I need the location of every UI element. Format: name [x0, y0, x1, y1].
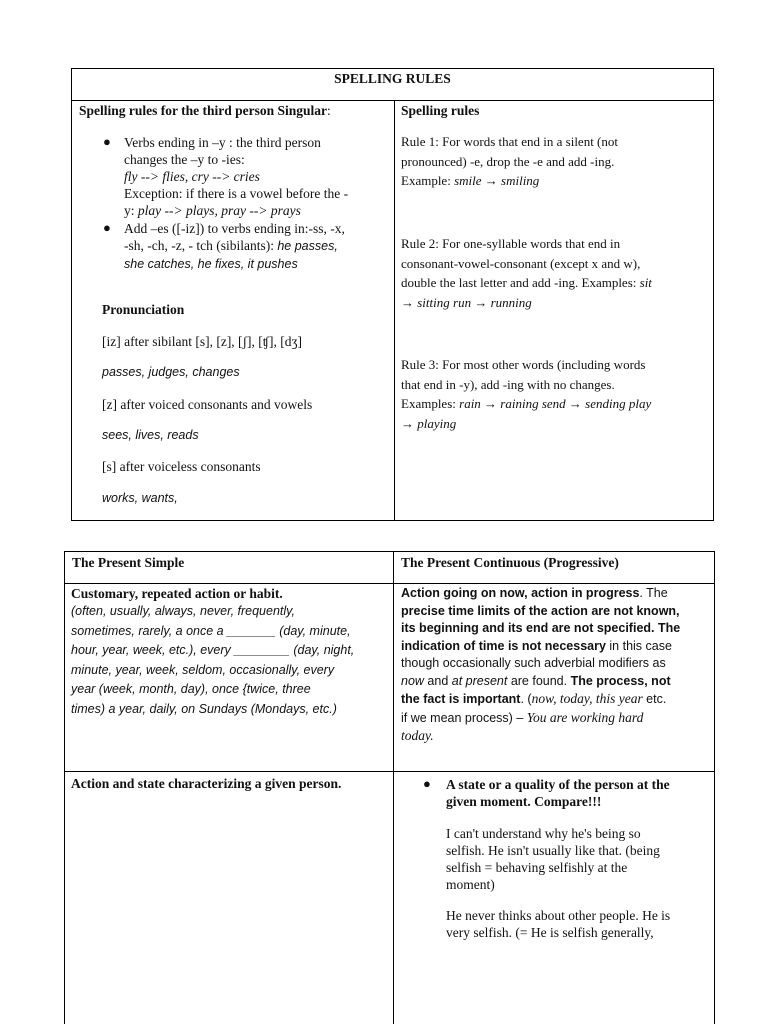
bullet-icon: ● — [103, 134, 111, 149]
state-line1-text: A state or a quality of the person at the — [446, 777, 670, 792]
bullet2-line2-text: -sh, -ch, -z, - tch (sibilants): — [124, 238, 278, 253]
bullet1-exception-example — [124, 202, 386, 219]
adverbs-line: hour, year, week, etc.), every ________ (day, night, — [71, 643, 355, 658]
pc-line3-bold: its beginning and its end are not specified. The — [401, 621, 681, 635]
rule2-line3 — [401, 273, 709, 293]
table2-row-divider — [64, 771, 715, 772]
bullet-add-es — [124, 220, 386, 273]
rule3-line2: that end in -y), add -ing with no changes. — [401, 376, 615, 392]
pronunciation-iz: [iz] after sibilant [s], [z], [ʃ], [ʧ], [dʒ] — [102, 334, 302, 349]
pc-and: and — [423, 673, 452, 688]
present-continuous-header-text: The Present Continuous (Progressive) — [401, 555, 619, 570]
pc-process-bold: The process, not — [570, 673, 671, 688]
adverbs-line: (often, usually, always, never, frequently, — [71, 604, 295, 618]
rule-1 — [401, 132, 709, 191]
pronunciation-z-examples — [102, 427, 199, 444]
state-line2-text: given moment. Compare!!! — [446, 794, 602, 809]
rule1-line1: Rule 1: For words that end in a silent (not — [401, 134, 619, 149]
rule-3 — [401, 355, 709, 433]
pronunciation-heading-text: Pronunciation — [102, 302, 185, 317]
adverbs-line: times) a year, daily, on Sundays (Mondays, etc.) — [71, 701, 337, 716]
table2-column-divider — [393, 551, 394, 1024]
characterizing-heading: Action and state characterizing a given person. — [71, 776, 342, 791]
bullet1-line1: Verbs ending in –y : the third person — [124, 135, 321, 150]
pc-line9 — [401, 727, 711, 746]
present-continuous-usage-2 — [446, 776, 711, 941]
selfish-example-1 — [446, 825, 711, 893]
pc-example-end: today. — [401, 728, 434, 743]
bullet-icon: ● — [103, 220, 111, 235]
rule2-examples-label: double the last letter and add -ing. Examples: — [401, 275, 640, 290]
bullet-icon: ● — [423, 776, 431, 791]
selfish-example-2 — [446, 907, 711, 941]
table1-column-divider — [394, 100, 395, 521]
pc-paren: . ( — [520, 692, 532, 706]
pc-line6 — [401, 673, 711, 691]
exception-prefix: y: — [124, 203, 138, 218]
rule3-example1: rain → raining send → sending play — [459, 396, 652, 411]
table2-header-divider — [64, 583, 715, 584]
bullet1-example-text: fly --> flies, cry --> cries — [124, 169, 260, 184]
rule1-example: smile → smiling — [454, 173, 540, 188]
pc-line4-rest: in this case — [605, 638, 672, 653]
rule1-line3 — [401, 171, 709, 191]
pronunciation-iz-examples — [102, 364, 240, 381]
pc-fact-bold: the fact is important — [401, 692, 521, 706]
spelling-rules-heading — [401, 102, 479, 119]
example1-line: I can't understand why he's being so — [446, 826, 641, 841]
example1-line: selfish = behaving selfishly at the — [446, 860, 628, 875]
pronunciation-heading — [102, 301, 184, 318]
rule3-line1: Rule 3: For most other words (including words — [401, 357, 646, 372]
pronunciation-s-examples — [102, 490, 178, 507]
pc-line4 — [401, 638, 711, 656]
rule2-example2: → sitting run → running — [401, 294, 532, 310]
pron3-examples-text: works, wants, — [102, 491, 178, 505]
pron1-examples-text: passes, judges, changes — [102, 365, 240, 379]
rule2-line4 — [401, 293, 709, 313]
pc-line3 — [401, 620, 711, 638]
rule1-line2: pronounced) -e, drop the -e and add -ing. — [401, 153, 615, 169]
rule3-line4 — [401, 414, 709, 434]
example2-line: very selfish. (= He is selfish generally, — [446, 925, 654, 940]
third-person-heading-text: Spelling rules for the third person Singular — [79, 103, 328, 118]
pc-line1-rest: . The — [639, 586, 668, 600]
present-continuous-usage-1 — [401, 585, 711, 746]
pc-are-found: are found. — [507, 673, 571, 688]
pc-line4-bold: indication of time is not necessary — [401, 638, 606, 653]
example1-line: moment) — [446, 877, 495, 892]
bullet2-example-part2: she catches, he fixes, it pushes — [124, 257, 298, 271]
pronunciation-s: [s] after voiceless consonants — [102, 459, 261, 474]
present-simple-header — [72, 554, 184, 571]
present-simple-header-text: The Present Simple — [72, 555, 185, 570]
pc-line2 — [401, 603, 711, 621]
state-line2 — [446, 793, 711, 810]
pron2-examples-text: sees, lives, reads — [102, 428, 199, 442]
pc-now: now — [401, 673, 424, 688]
pc-line1-bold: Action going on now, action in progress — [401, 586, 640, 600]
rule3-line3 — [401, 394, 709, 414]
bullet2-example-line — [124, 255, 386, 273]
pc-now-today: now, today, this year — [531, 691, 643, 706]
pc-at-present: at present — [451, 673, 508, 688]
pc-etc: etc. — [642, 692, 667, 706]
pc-line7 — [401, 690, 711, 709]
bullet2-example-part1: he passes, — [277, 239, 338, 253]
adverbs-list — [71, 602, 389, 720]
rule3-example2: → playing — [401, 415, 457, 431]
present-simple-usage-2 — [71, 775, 341, 792]
adverbs-line: sometimes, rarely, a once a _______ (day, minute, — [71, 623, 351, 638]
state-line1 — [446, 776, 711, 793]
exception-example-text: play --> plays, pray --> prays — [137, 203, 301, 218]
habit-heading-text: Customary, repeated action or habit. — [71, 586, 283, 601]
rule2-example1: sit — [639, 275, 652, 290]
pc-line8 — [401, 709, 711, 728]
adverbs-line: minute, year, week, seldom, occasionally, every — [71, 662, 335, 677]
pc-if-we-mean: if we mean process) – — [401, 710, 527, 725]
habit-heading — [71, 585, 389, 602]
bullet1-exception: Exception: if there is a vowel before the - — [124, 186, 349, 201]
bullet1-example — [124, 168, 386, 185]
pc-line5: though occasionally such adverbial modifiers as — [401, 656, 666, 670]
third-person-heading — [79, 102, 331, 119]
example1-line: selfish. He isn't usually like that. (being — [446, 843, 660, 858]
bullet1-line2: changes the –y to -ies: — [124, 152, 245, 167]
bullet2-line1: Add –es ([-iz]) to verbs ending in:-ss, -x, — [124, 221, 345, 236]
rule1-example-label: Example: — [401, 173, 455, 188]
bullet2-line2 — [124, 237, 386, 255]
pc-line1 — [401, 585, 711, 603]
rule3-examples-label: Examples: — [401, 396, 460, 411]
rule-2 — [401, 234, 709, 312]
present-simple-usage-1 — [71, 585, 389, 720]
spelling-rules-heading-text: Spelling rules — [401, 103, 480, 118]
table1-title: SPELLING RULES — [334, 71, 451, 86]
adverbs-line: year (week, month, day), once {twice, three — [71, 682, 311, 697]
rule2-line1: Rule 2: For one-syllable words that end in — [401, 236, 621, 251]
pc-line2-bold: precise time limits of the action are not known, — [401, 603, 680, 618]
example2-line: He never thinks about other people. He is — [446, 908, 671, 923]
table1-header-divider — [71, 100, 714, 101]
bullet-verbs-ending-y — [124, 134, 386, 219]
third-person-heading-colon: : — [327, 103, 331, 118]
rule2-line2: consonant-vowel-consonant (except x and w), — [401, 255, 641, 271]
present-continuous-header — [401, 554, 619, 571]
pc-example: You are working hard — [526, 709, 644, 725]
pronunciation-z: [z] after voiced consonants and vowels — [102, 397, 313, 412]
